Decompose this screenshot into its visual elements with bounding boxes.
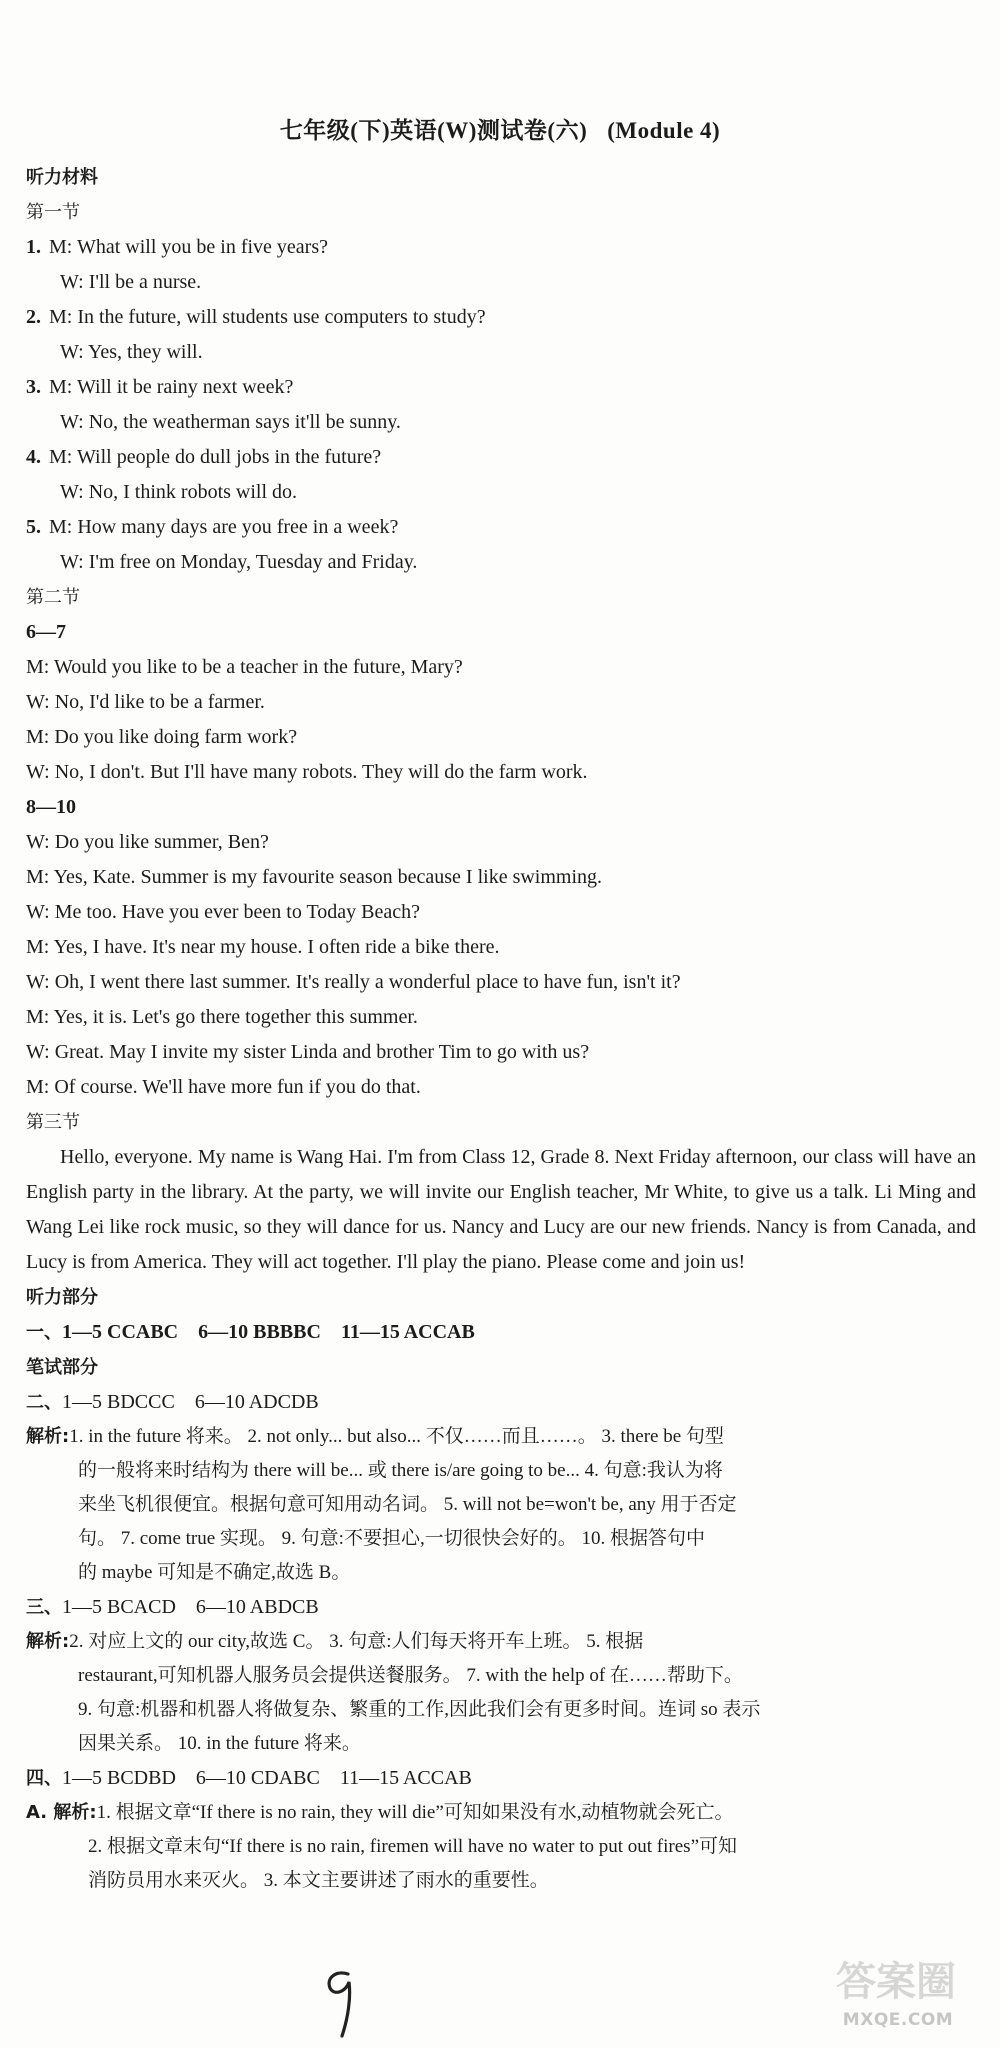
- question-text: M: In the future, will students use computers to study?: [49, 306, 486, 328]
- answer-group: 1—5 BCACD: [62, 1596, 176, 1618]
- listening-answers-heading: 听力部分: [26, 1287, 98, 1308]
- answer-group: 1—5 BCDBD: [62, 1767, 176, 1789]
- explanation-line: 2. 根据文章末句“If there is no rain, firemen will have no water to put out fires”可知: [88, 1836, 737, 1857]
- question-3: [26, 370, 976, 405]
- explanation-line: restaurant,可知机器人服务员会提供送餐服务。 7. with the help of 在……帮助下。: [78, 1665, 743, 1686]
- section3-explanation: [26, 1625, 976, 1761]
- answer-group: 1—5 CCABC: [62, 1321, 179, 1343]
- question-5: [26, 510, 976, 545]
- watermark-logo-text: 答案圈: [836, 1959, 956, 2005]
- explanation-line: 因果关系。 10. in the future 将来。: [78, 1733, 361, 1754]
- dialog-line: M: Do you like doing farm work?: [26, 726, 298, 748]
- question-number: 5.: [26, 516, 41, 538]
- dialog-line: W: Oh, I went there last summer. It's really a wonderful place to have fun, isn't it?: [26, 971, 681, 993]
- section-label: 四、: [26, 1768, 62, 1789]
- explanation-line: 消防员用水来灭火。 3. 本文主要讲述了雨水的重要性。: [88, 1870, 549, 1891]
- answer-5: W: I'm free on Monday, Tuesday and Friday.: [60, 551, 418, 573]
- page-number: [318, 1962, 368, 2042]
- dialog2: [26, 825, 976, 1105]
- question-number: 4.: [26, 446, 41, 468]
- section-label: 一、: [26, 1322, 62, 1343]
- question-text: M: Will people do dull jobs in the future?: [49, 446, 382, 468]
- section1-answers: [26, 1315, 976, 1350]
- dialog-line: W: Great. May I invite my sister Linda and brother Tim to go with us?: [26, 1041, 590, 1063]
- dialog2-range: 8—10: [26, 796, 76, 818]
- explanation-line: 1. 根据文章“If there is no rain, they will die”可知如果没有水,动植物就会死亡。: [96, 1802, 734, 1823]
- explanation-line: 来坐飞机很便宜。根据句意可知用动名词。 5. will not be=won't be, any 用于否定: [78, 1494, 737, 1515]
- title-module: (Module 4): [607, 118, 721, 143]
- section-label: 二、: [26, 1392, 62, 1413]
- answer-group: 6—10 CDABC: [195, 1767, 320, 1789]
- dialog1: [26, 650, 976, 790]
- listening-heading: 听力材料: [26, 167, 98, 188]
- question-number: 2.: [26, 306, 41, 328]
- question-2: [26, 300, 976, 335]
- dialog-line: W: No, I don't. But I'll have many robots. They will do the farm work.: [26, 761, 588, 783]
- answer-3: W: No, the weatherman says it'll be sunny.: [60, 411, 401, 433]
- explanation-line: 的 maybe 可知是不确定,故选 B。: [78, 1562, 351, 1583]
- explanation-line: 1. in the future 将来。 2. not only... but also... 不仅……而且……。 3. there be 句型: [69, 1426, 724, 1447]
- dialog-line: M: Yes, it is. Let's go there together this summer.: [26, 1006, 418, 1028]
- explanation-line: 的一般将来时结构为 there will be... 或 there is/are going to be... 4. 句意:我认为将: [78, 1460, 723, 1481]
- answer-group: 1—5 BDCCC: [62, 1391, 175, 1413]
- question-number: 1.: [26, 236, 41, 258]
- page-title: [0, 112, 1000, 145]
- explanation-line: 2. 对应上文的 our city,故选 C。 3. 句意:人们每天将开车上班。 5. 根据: [69, 1631, 644, 1652]
- part3-heading: 第三节: [26, 1112, 80, 1133]
- question-1: [26, 230, 976, 265]
- answer-group: 6—10 ADCDB: [194, 1391, 319, 1413]
- dialog-line: M: Yes, I have. It's near my house. I often ride a bike there.: [26, 936, 500, 958]
- answer-1: W: I'll be a nurse.: [60, 271, 202, 293]
- question-4: [26, 440, 976, 475]
- explanation-line: 9. 句意:机器和机器人将做复杂、繁重的工作,因此我们会有更多时间。连词 so 表示: [78, 1699, 761, 1720]
- question-text: M: Will it be rainy next week?: [49, 376, 294, 398]
- dialog-line: M: Yes, Kate. Summer is my favourite season because I like swimming.: [26, 866, 603, 888]
- answer-group: 6—10 ABDCB: [195, 1596, 319, 1618]
- handwritten-nine-icon: [318, 1962, 368, 2042]
- dialog-line: W: Me too. Have you ever been to Today Beach?: [26, 901, 421, 923]
- section2-answers: [26, 1385, 976, 1420]
- answer-4: W: No, I think robots will do.: [60, 481, 298, 503]
- answer-group: 11—15 ACCAB: [339, 1767, 472, 1789]
- section3-answers: [26, 1590, 976, 1625]
- explanation-label: A. 解析:: [26, 1802, 97, 1823]
- explanation-line: 句。 7. come true 实现。 9. 句意:不要担心,一切很快会好的。 10. 根据答句中: [78, 1528, 705, 1549]
- part1-items: [26, 230, 976, 580]
- dialog-line: W: Do you like summer, Ben?: [26, 831, 269, 853]
- section4-answers: [26, 1761, 976, 1796]
- section4-explanation: [26, 1796, 976, 1898]
- dialog-line: M: Of course. We'll have more fun if you do that.: [26, 1076, 421, 1098]
- part2-heading: 第二节: [26, 587, 80, 608]
- dialog-line: M: Would you like to be a teacher in the future, Mary?: [26, 656, 463, 678]
- title-text: 七年级(下)英语(W)测试卷(六): [279, 118, 588, 143]
- watermark: [818, 1948, 978, 2036]
- section2-explanation: [26, 1420, 976, 1590]
- section-label: 三、: [26, 1597, 62, 1618]
- answer-group: 6—10 BBBBC: [198, 1321, 321, 1343]
- written-answers-heading: 笔试部分: [26, 1357, 98, 1378]
- dialog1-range: 6—7: [26, 621, 66, 643]
- dialog-line: W: No, I'd like to be a farmer.: [26, 691, 265, 713]
- content: [26, 160, 976, 1898]
- question-text: M: How many days are you free in a week?: [49, 516, 399, 538]
- explanation-label: 解析:: [26, 1631, 70, 1652]
- explanation-label: 解析:: [26, 1426, 70, 1447]
- answer-2: W: Yes, they will.: [60, 341, 203, 363]
- answer-group: 11—15 ACCAB: [340, 1321, 475, 1343]
- part3-passage: Hello, everyone. My name is Wang Hai. I'm from Class 12, Grade 8. Next Friday afternoon, our class will have an English party in the library. At the party, we will invite our English teacher, Mr White, to give us a talk. Li Ming and Wang Lei like rock music, so they will dance for us. Nancy and Lucy are our new friends. Nancy is from Canada, and Lucy is from America. They will act together. I'll play the piano. Please come and join us!: [26, 1146, 976, 1273]
- question-number: 3.: [26, 376, 41, 398]
- part1-heading: 第一节: [26, 202, 80, 223]
- watermark-url: MXQE.COM: [842, 2010, 954, 2030]
- question-text: M: What will you be in five years?: [49, 236, 329, 258]
